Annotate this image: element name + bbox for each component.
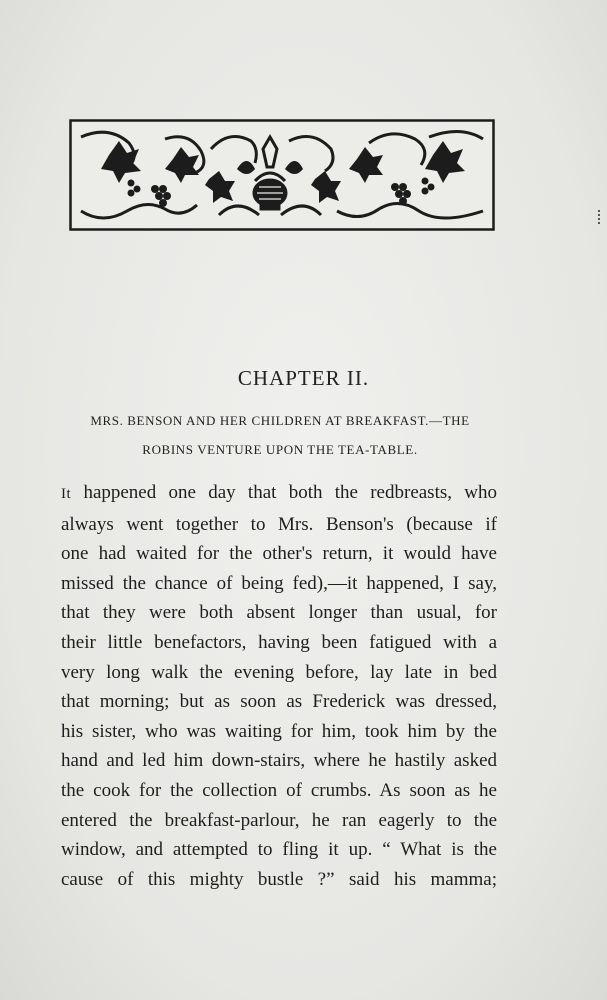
text-line: missed the chance of being fed),—it happened, I say, xyxy=(61,572,497,594)
chapter-title: CHAPTER II. xyxy=(237,366,370,390)
text-line: their little benefactors, having been fatigued with a xyxy=(61,631,497,653)
text-line: entered the breakfast-parlour, he ran eagerly to the xyxy=(61,809,497,831)
chapter-subtitle-line-1: MRS. BENSON AND HER CHILDREN AT BREAKFAST.—THE xyxy=(90,413,470,428)
text-line: hand and led him down-stairs, where he hastily asked xyxy=(61,750,497,772)
chapter-subtitle-line-2: ROBINS VENTURE UPON THE TEA-TABLE. xyxy=(142,442,418,457)
text-line xyxy=(61,478,497,510)
page-edge-mark xyxy=(598,210,603,224)
text-line: very long walk the evening before, lay late in bed xyxy=(61,661,497,683)
text-line: one had waited for the other's return, it would have xyxy=(61,543,497,565)
text-line: always went together to Mrs. Benson's (because if xyxy=(61,513,497,535)
text-line: that they were both absent longer than usual, for xyxy=(61,602,497,624)
text-line: cause of this mighty bustle ?” said his mamma; xyxy=(61,868,497,890)
chapter-body-text xyxy=(61,478,497,894)
text-line: window, and attempted to fling it up. “ What is the xyxy=(61,839,497,861)
headpiece-ornament-svg xyxy=(69,119,495,231)
text-line: that morning; but as soon as Frederick was dressed, xyxy=(61,691,497,713)
small-caps-opening-word: It xyxy=(61,486,72,502)
decorative-headpiece xyxy=(69,119,495,231)
text-line: his sister, who was waiting for him, took him by the xyxy=(61,720,497,742)
text-line-content: happened one day that both the redbreasts, who xyxy=(71,482,497,503)
text-line: the cook for the collection of crumbs. As soon as he xyxy=(61,779,497,801)
